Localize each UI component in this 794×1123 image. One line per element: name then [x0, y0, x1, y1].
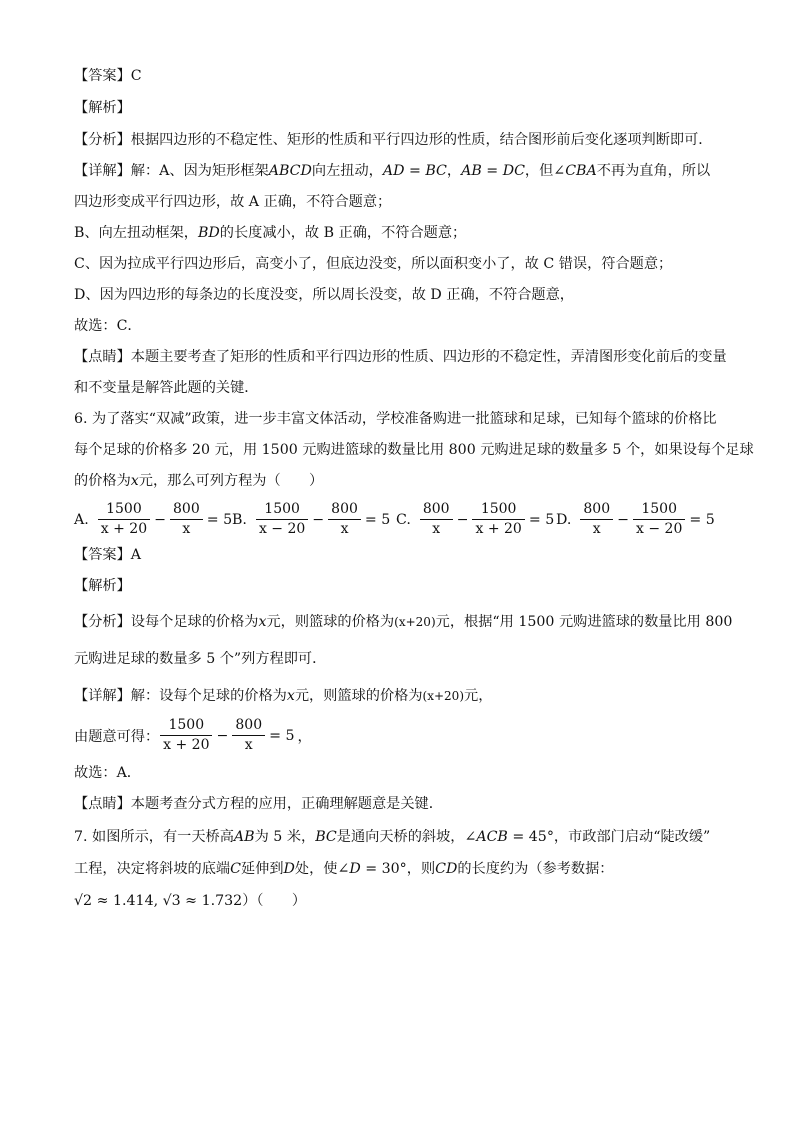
text: 元，根据“用 1500 元购进篮球的数量比用 800 — [435, 614, 733, 630]
fraction — [328, 500, 361, 539]
math: AD = BC — [382, 163, 447, 179]
numerator: 1500 — [98, 500, 150, 520]
q6-choose: 故选：A． — [74, 765, 141, 781]
math: AB — [233, 829, 255, 845]
rhs: = 5 — [528, 511, 555, 528]
denominator: x — [182, 521, 191, 537]
answer-value: C — [130, 68, 142, 84]
fraction — [633, 500, 685, 539]
q6-stem-1: 6. 为了落实“双减”政策，进一步丰富文体活动，学校准备购进一批篮球和足球，已知每个篮球的价格比 — [74, 411, 717, 427]
math: C — [230, 861, 241, 877]
text: 元，则篮球的价格为 — [266, 614, 395, 630]
text: 解：A、因为矩形框架 — [130, 163, 269, 179]
text: 的价格为 — [74, 473, 131, 489]
q7-stem-3 — [74, 891, 306, 911]
text: 元， — [464, 688, 493, 704]
text: 向左扭动， — [311, 163, 383, 179]
q6-detail-1 — [74, 686, 492, 706]
option-c — [396, 500, 557, 539]
text: 【详解】解：设每个足球的价格为 — [74, 688, 287, 704]
denominator: x — [592, 521, 601, 537]
q6-stem-2: 每个足球的价格多 20 元，用 1500 元购进篮球的数量比用 800 元购进足球的数量多 5 个，如果设每个足球 — [74, 442, 754, 458]
q6-dianjing: 【点睛】本题考查分式方程的应用，正确理解题意是关键． — [74, 796, 443, 812]
q5-analysis-tag: 【解析】 — [74, 100, 131, 116]
q7-stem-2 — [74, 859, 613, 879]
reference-data: √2 ≈ 1.414, √3 ≈ 1.732 — [74, 893, 243, 909]
math: CBA — [565, 163, 597, 179]
numerator: 1500 — [633, 500, 685, 520]
text: ）（ ） — [242, 893, 307, 909]
q5-choose: 故选：C． — [74, 318, 142, 334]
text: 工程，决定将斜坡的底端 — [74, 861, 231, 877]
math: ABCD — [268, 163, 312, 179]
text: ， — [446, 163, 462, 179]
math: x — [130, 473, 139, 489]
rhs: = 5 — [269, 727, 295, 744]
math: BC — [315, 829, 337, 845]
q5-dianjing-2: 和不变量是解答此题的关键． — [74, 380, 259, 396]
q5-fenxi: 【分析】根据四边形的不稳定性、矩形的性质和平行四边形的性质，结合图形前后变化逐项判断即可． — [74, 132, 713, 148]
option-d — [556, 500, 718, 539]
math: ACB — [476, 829, 508, 845]
text: = 45°，市政部门启动“陡改缓” — [507, 829, 711, 845]
numerator: 800 — [580, 500, 613, 520]
fraction — [170, 500, 203, 539]
answer-tag: 【答案】 — [74, 547, 131, 563]
q6-analysis-tag: 【解析】 — [74, 578, 131, 594]
denominator: x − 20 — [258, 521, 306, 537]
numerator: 800 — [420, 500, 453, 520]
fraction — [256, 500, 308, 539]
q6-answer-line — [74, 545, 141, 565]
numerator: 800 — [328, 500, 361, 520]
operator: − — [617, 511, 630, 528]
denominator: x + 20 — [163, 737, 210, 753]
math: x — [258, 614, 267, 630]
q5-detail-line-1 — [74, 161, 710, 181]
denominator: x + 20 — [100, 521, 148, 537]
text: 不再为直角，所以 — [596, 163, 711, 179]
fraction — [160, 716, 212, 755]
math: D — [283, 861, 295, 877]
text: 的长度约为（参考数据： — [457, 861, 614, 877]
option-label: D. — [556, 511, 572, 528]
operator: − — [312, 511, 325, 528]
text: 是通向天桥的斜坡，∠ — [336, 829, 477, 845]
operator: − — [456, 511, 469, 528]
q5-dianjing-1: 【点睛】本题主要考查了矩形的性质和平行四边形的性质、四边形的不稳定性，弄清图形变化前后的变量 — [74, 349, 727, 365]
text: B、向左扭动框架， — [74, 225, 198, 241]
text: ， — [297, 728, 312, 745]
q7-stem-1 — [74, 827, 710, 847]
math: BD — [197, 225, 220, 241]
text: = 30°，则 — [360, 861, 436, 877]
rhs: = 5 — [206, 511, 233, 528]
q5-answer-line — [74, 66, 142, 86]
q5-detail-line-5: D、因为四边形的每条边的长度没变，所以周长没变，故 D 正确，不符合题意， — [74, 287, 574, 303]
math: x — [286, 688, 295, 704]
rhs: = 5 — [364, 511, 391, 528]
text: 延伸到 — [240, 861, 284, 877]
math: (x+20) — [394, 615, 436, 629]
q6-stem-3 — [74, 471, 323, 491]
denominator: x − 20 — [636, 521, 683, 537]
numerator: 1500 — [472, 500, 524, 520]
fraction — [232, 716, 265, 755]
fraction — [420, 500, 453, 539]
q5-detail-line-4: C、因为拉成平行四边形后，高变小了，但底边没变，所以面积变小了，故 C 错误，符合题意； — [74, 256, 673, 272]
text: 【分析】设每个足球的价格为 — [74, 614, 259, 630]
option-a — [74, 500, 235, 539]
option-b — [232, 500, 393, 539]
rhs: = 5 — [689, 511, 715, 528]
q6-fenxi-2: 元购进足球的数量多 5 个”列方程即可． — [74, 651, 327, 667]
math: CD — [435, 861, 458, 877]
math: (x+20) — [422, 689, 465, 703]
text: 的长度减小，故 B 正确，不符合题意； — [219, 225, 467, 241]
answer-tag: 【答案】 — [74, 68, 131, 84]
text: 元，则篮球的价格为 — [294, 688, 423, 704]
fraction — [580, 500, 613, 539]
operator: − — [154, 511, 166, 528]
q6-detail-2 — [74, 716, 312, 755]
option-label: A. — [74, 511, 89, 528]
denominator: x — [244, 737, 253, 753]
option-label: B. — [232, 511, 247, 528]
text: 元，那么可列方程为（ ） — [138, 473, 324, 489]
q6-fenxi-1 — [74, 612, 732, 632]
text: 由题意可得： — [74, 728, 160, 745]
numerator: 800 — [232, 716, 265, 736]
numerator: 1500 — [160, 716, 212, 736]
denominator: x + 20 — [475, 521, 522, 537]
denominator: x — [432, 521, 441, 537]
text: ，但∠ — [524, 163, 566, 179]
denominator: x — [340, 521, 349, 537]
text: 处，使∠ — [294, 861, 350, 877]
option-label: C. — [396, 511, 411, 528]
numerator: 800 — [170, 500, 203, 520]
q5-detail-line-2: 四边形变成平行四边形，故 A 正确，不符合题意； — [74, 194, 392, 210]
fraction — [98, 500, 150, 539]
detail-tag: 【详解】 — [74, 163, 131, 179]
operator: − — [216, 727, 229, 744]
answer-value: A — [130, 547, 142, 563]
q5-detail-line-3 — [74, 223, 466, 243]
math: AB = DC — [461, 163, 525, 179]
text: 为 5 米， — [254, 829, 316, 845]
text: 7. 如图所示，有一天桥高 — [74, 829, 234, 845]
fraction — [472, 500, 524, 539]
numerator: 1500 — [256, 500, 308, 520]
math: D — [349, 861, 361, 877]
